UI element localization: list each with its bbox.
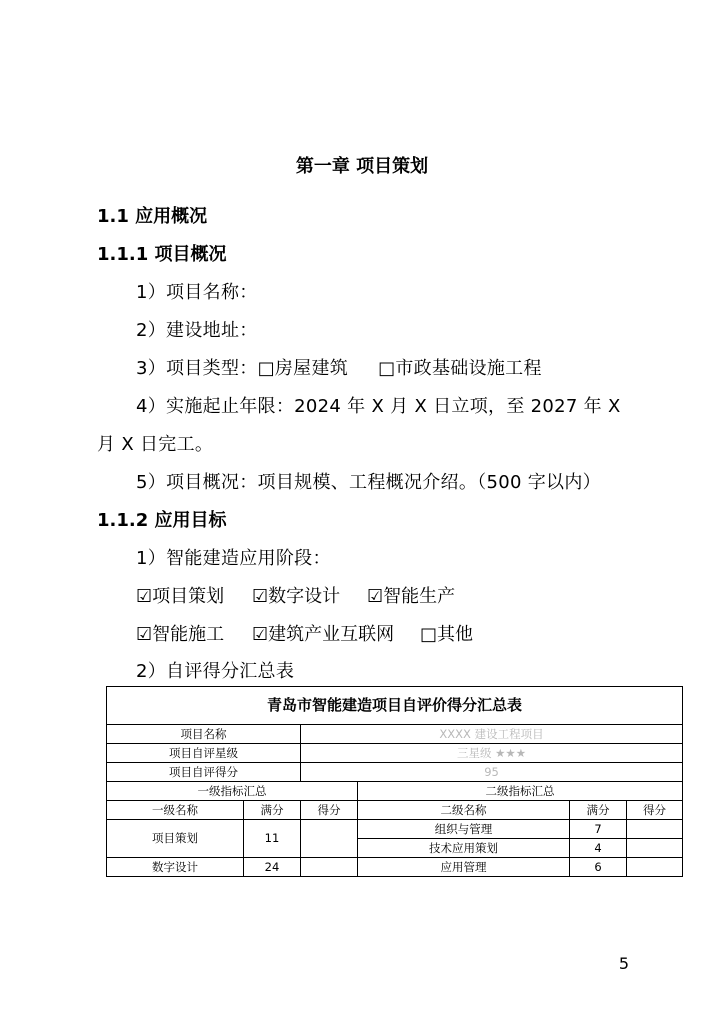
self-evaluation-summary-table	[106, 686, 683, 877]
table-row-app-mgmt-score	[627, 858, 683, 877]
project-overview-line: 5）项目概况：项目规模、工程概况介绍。（500 字以内）	[136, 472, 601, 493]
col-score: 得分	[301, 801, 358, 820]
table-row-planning-name: 项目策划	[107, 820, 244, 858]
project-name-line: 1）项目名称：	[136, 282, 258, 303]
stage-option-digital-design: ☑数字设计	[252, 586, 341, 607]
table-row-digital-design-name: 数字设计	[107, 858, 244, 877]
checkbox-building: □房屋建筑	[257, 358, 349, 379]
table-row-app-mgmt-full: 6	[570, 858, 627, 877]
chapter-title: 第一章 项目策划	[295, 156, 429, 177]
col-level1-name: 一级名称	[107, 801, 244, 820]
summary-table-label: 2）自评得分汇总表	[136, 661, 295, 682]
checkbox-municipal: □市政基础设施工程	[378, 358, 542, 379]
table-row-tech-plan-score	[627, 839, 683, 858]
project-type-line	[136, 354, 542, 380]
section-heading-1-1-1: 1.1.1 项目概况	[97, 244, 227, 265]
stage-option-industry-internet: ☑建筑产业互联网	[252, 624, 395, 645]
col-full-score: 满分	[244, 801, 301, 820]
stage-option-smart-construction: ☑智能施工	[136, 624, 225, 645]
self-score-label: 项目自评得分	[107, 763, 301, 782]
table-row-planning-full: 11	[244, 820, 301, 858]
col-score-2: 得分	[627, 801, 683, 820]
table-row-planning-score	[301, 820, 358, 858]
page-number: 5	[618, 954, 629, 973]
table-row-digital-design-full: 24	[244, 858, 301, 877]
stage-option-other: □其他	[420, 624, 474, 645]
stage-option-planning: ☑项目策划	[136, 586, 225, 607]
col-full-score-2: 满分	[570, 801, 627, 820]
col-level2-name: 二级名称	[358, 801, 570, 820]
star-level-label: 项目自评星级	[107, 744, 301, 763]
table-row-app-mgmt-name: 应用管理	[358, 858, 570, 877]
period-line-2: 月 X 日完工。	[97, 434, 214, 455]
stage-label: 1）智能建造应用阶段：	[136, 548, 331, 569]
table-row-org-mgmt-name: 组织与管理	[358, 820, 570, 839]
stage-option-smart-production: ☑智能生产	[367, 586, 456, 607]
section-heading-1-1-2: 1.1.2 应用目标	[97, 510, 227, 531]
table-row-digital-design-score	[301, 858, 358, 877]
project-name-label: 项目名称	[107, 725, 301, 744]
star-level-value: 三星级 ★★★	[301, 744, 683, 763]
table-row-org-mgmt-full: 7	[570, 820, 627, 839]
build-address-line: 2）建设地址：	[136, 320, 258, 341]
self-score-value: 95	[301, 763, 683, 782]
table-title: 青岛市智能建造项目自评价得分汇总表	[107, 687, 683, 725]
level1-summary-header: 一级指标汇总	[107, 782, 358, 801]
table-row-org-mgmt-score	[627, 820, 683, 839]
table-row-tech-plan-full: 4	[570, 839, 627, 858]
table-row-tech-plan-name: 技术应用策划	[358, 839, 570, 858]
section-heading-1-1: 1.1 应用概况	[97, 206, 208, 227]
period-line-1: 4）实施起止年限：2024 年 X 月 X 日立项，至 2027 年 X	[136, 396, 621, 417]
project-type-label: 3）项目类型：	[136, 358, 258, 379]
level2-summary-header: 二级指标汇总	[358, 782, 683, 801]
project-name-value: XXXX 建设工程项目	[301, 725, 683, 744]
